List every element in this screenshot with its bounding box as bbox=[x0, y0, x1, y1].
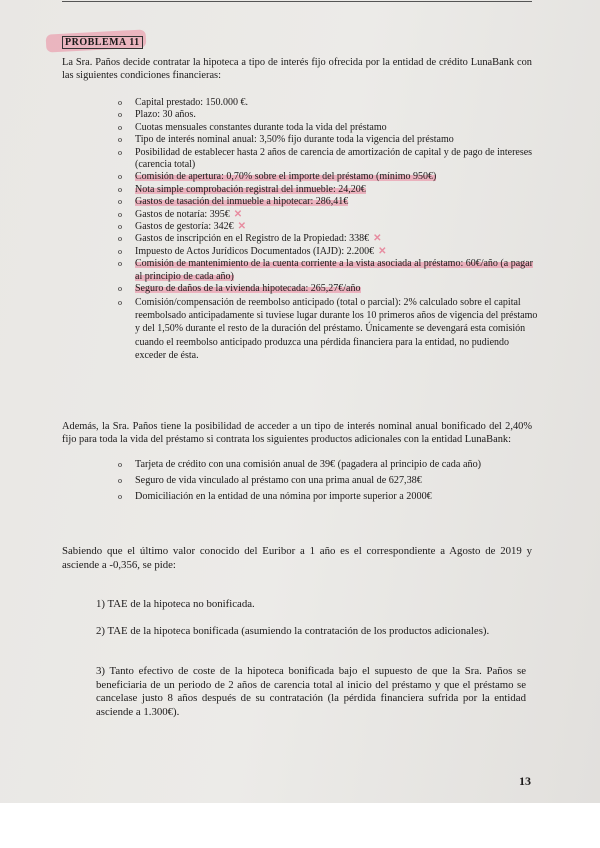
bullet-icon: o bbox=[118, 234, 122, 244]
bonus-paragraph: Además, la Sra. Paños tiene la posibilidad de acceder a un tipo de interés nominal anual bonificado del 2,40% fijo para toda la vida del préstamo si contrata los siguientes productos adicionales con la entidad LunaBank: bbox=[62, 421, 532, 445]
list-item: o Capital prestado: 150.000 €. bbox=[118, 97, 249, 108]
question-2: 2) TAE de la hipoteca bonificada (asumiendo la contratación de los productos adicionales). bbox=[96, 625, 490, 637]
list-item: o Gastos de notaría: 395€ ✕ bbox=[118, 208, 243, 220]
list-item: o Comisión de mantenimiento de la cuenta corriente a la vista asociada al préstamo: 60€/año (a pagar al principio de cada año) bbox=[118, 258, 533, 282]
bullet-icon: o bbox=[118, 147, 122, 157]
bullet-icon: o bbox=[118, 184, 122, 194]
bullet-icon: o bbox=[118, 209, 122, 219]
list-item: o Seguro de vida vinculado al préstamo con una prima anual de 627,38€ bbox=[118, 474, 422, 486]
pen-mark-icon: ✕ bbox=[378, 245, 387, 257]
list-item: o Nota simple comprobación registral del inmueble: 24,20€ bbox=[118, 183, 366, 195]
problem-title: PROBLEMA 11 bbox=[62, 36, 143, 49]
bullet-icon: o bbox=[118, 259, 122, 269]
pen-mark-icon: ✕ bbox=[237, 221, 246, 233]
conditions-list bbox=[118, 97, 538, 363]
list-item: o Gastos de tasación del inmueble a hipotecar: 286,41€ bbox=[118, 196, 349, 208]
bullet-icon: o bbox=[118, 222, 122, 232]
bullet-icon: o bbox=[118, 122, 122, 132]
pen-mark-icon: ✕ bbox=[233, 208, 243, 220]
bullet-icon: o bbox=[118, 98, 122, 107]
list-item: o Gastos de gestoría: 342€ ✕ bbox=[118, 221, 246, 233]
list-item: o Seguro de daños de la vivienda hipotecada: 265,27€/año bbox=[118, 283, 361, 295]
list-item: o Comisión/compensación de reembolso anticipado (total o parcial): 2% calculado sobre el capital reembolsado anticipadamente si tuviese lugar durante los 10 primeros años de vigencia del préstamo y del 1,50% durante el resto de la duración del préstamo. Únicamente se devengará esta comisión cuando el reembolso anticipado produzca una pérdida financiera para la entidad, no pudiendo exceder de ésta. bbox=[118, 296, 538, 362]
question-1: 1) TAE de la hipoteca no bonificada. bbox=[96, 598, 255, 610]
bullet-icon: o bbox=[118, 110, 122, 120]
list-item: o Cuotas mensuales constantes durante toda la vida del préstamo bbox=[118, 121, 387, 133]
question-3: 3) Tanto efectivo de coste de la hipoteca bonificada bajo el supuesto de que la Sra. Paños se beneficiaria de un periodo de 2 años de carencia total al inicio del préstamo y que el préstamo se cancelase justo 8 años después de su contratación (la pérdida financiera sufrida por la entidad asciende a 1.300€). bbox=[96, 665, 526, 718]
bullet-icon: o bbox=[118, 460, 122, 469]
bullet-icon: o bbox=[118, 491, 122, 501]
bonus-products-list bbox=[118, 459, 538, 503]
list-item: o Tarjeta de crédito con una comisión anual de 39€ (pagadera al principio de cada año) bbox=[118, 459, 482, 470]
bullet-icon: o bbox=[118, 197, 122, 207]
list-item: o Posibilidad de establecer hasta 2 años de carencia de amortización de capital y de pago de intereses (carencia total) bbox=[118, 146, 533, 171]
euribor-paragraph: Sabiendo que el último valor conocido del Euribor a 1 año es el correspondiente a Agosto de 2019 y asciende a -0,356, se pide: bbox=[62, 545, 532, 571]
bullet-icon: o bbox=[118, 297, 122, 307]
list-item: o Plazo: 30 años. bbox=[118, 109, 196, 121]
bullet-icon: o bbox=[118, 284, 122, 294]
list-item: o Impuesto de Actos Jurídicos Documentados (IAJD): 2.200€ ✕ bbox=[118, 245, 387, 257]
bullet-icon: o bbox=[118, 172, 122, 182]
intro-paragraph: La Sra. Paños decide contratar la hipoteca a tipo de interés fijo ofrecida por la entidad de crédito LunaBank con las siguientes condiciones financieras: bbox=[62, 57, 532, 81]
bullet-icon: o bbox=[118, 135, 122, 145]
list-item: o Gastos de inscripción en el Registro de la Propiedad: 338€ ✕ bbox=[118, 233, 382, 245]
list-item: o Tipo de interés nominal anual: 3,50% fijo durante toda la vigencia del préstamo bbox=[118, 134, 454, 146]
list-item: o Domiciliación en la entidad de una nómina por importe superior a 2000€ bbox=[118, 490, 432, 502]
header-rule bbox=[62, 1, 532, 2]
list-item: o Comisión de apertura: 0,70% sobre el importe del préstamo (mínimo 950€) bbox=[118, 171, 437, 183]
bullet-icon: o bbox=[118, 475, 122, 485]
pen-mark-icon: ✕ bbox=[373, 233, 382, 245]
page-number: 13 bbox=[519, 774, 531, 788]
bullet-icon: o bbox=[118, 246, 122, 256]
